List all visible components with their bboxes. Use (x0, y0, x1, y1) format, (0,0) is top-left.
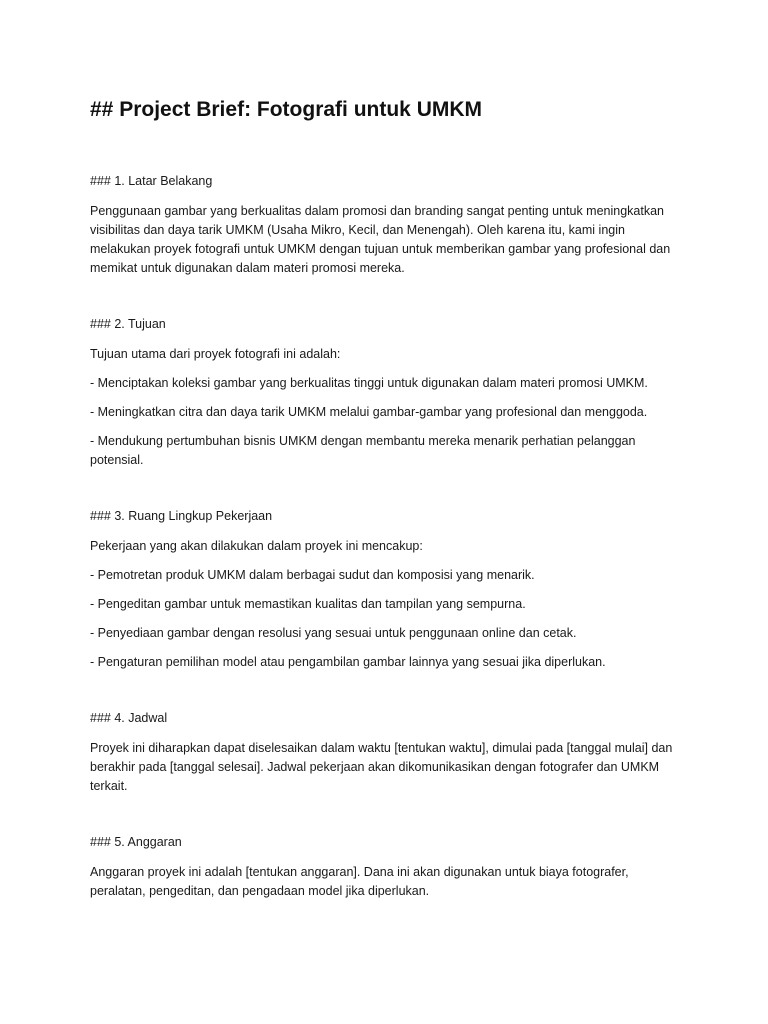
bullet-item: - Pengeditan gambar untuk memastikan kualitas dan tampilan yang sempurna. (90, 597, 526, 611)
section-tujuan (90, 315, 680, 470)
paragraph: Proyek ini diharapkan dapat diselesaikan dalam waktu [tentukan waktu], dimulai pada [tanggal mulai] dan berakhir pada [tanggal selesai]. Jadwal pekerjaan akan dikomunikasikan dengan fotografer dan UMKM terkait. (90, 741, 673, 793)
section-gap (90, 480, 680, 507)
section-gap (90, 806, 680, 833)
bullet-item: - Penyediaan gambar dengan resolusi yang sesuai untuk penggunaan online dan cetak. (90, 626, 577, 640)
paragraph: Tujuan utama dari proyek fotografi ini adalah: (90, 347, 341, 361)
page-title: ## Project Brief: Fotografi untuk UMKM (90, 98, 483, 121)
section-anggaran (90, 833, 680, 901)
section-ruang-lingkup (90, 507, 680, 672)
bullet-item: - Menciptakan koleksi gambar yang berkualitas tinggi untuk digunakan dalam materi promosi UMKM. (90, 376, 648, 390)
bullet-item: - Pemotretan produk UMKM dalam berbagai sudut dan komposisi yang menarik. (90, 568, 535, 582)
section-heading: ### 1. Latar Belakang (90, 174, 213, 188)
section-heading: ### 4. Jadwal (90, 711, 168, 725)
paragraph: Anggaran proyek ini adalah [tentukan anggaran]. Dana ini akan digunakan untuk biaya fotografer, peralatan, pengeditan, dan pengadaan model jika diperlukan. (90, 865, 629, 898)
bullet-item: - Pengaturan pemilihan model atau pengambilan gambar lainnya yang sesuai jika diperlukan. (90, 655, 606, 669)
section-latar-belakang (90, 172, 680, 278)
section-gap (90, 288, 680, 315)
section-gap (90, 682, 680, 709)
bullet-item: - Mendukung pertumbuhan bisnis UMKM dengan membantu mereka menarik perhatian pelanggan potensial. (90, 434, 636, 467)
paragraph: Pekerjaan yang akan dilakukan dalam proyek ini mencakup: (90, 539, 423, 553)
section-heading: ### 5. Anggaran (90, 835, 182, 849)
bullet-item: - Meningkatkan citra dan daya tarik UMKM melalui gambar-gambar yang profesional dan menggoda. (90, 405, 648, 419)
section-jadwal (90, 709, 680, 796)
document-page (90, 92, 680, 911)
section-heading: ### 3. Ruang Lingkup Pekerjaan (90, 509, 273, 523)
section-heading: ### 2. Tujuan (90, 317, 166, 331)
paragraph: Penggunaan gambar yang berkualitas dalam promosi dan branding sangat penting untuk meningkatkan visibilitas dan daya tarik UMKM (Usaha Mikro, Kecil, dan Menengah). Oleh karena itu, kami ingin melakukan proyek fotografi untuk UMKM dengan tujuan untuk memberikan gambar yang profesional dan memikat untuk digunakan dalam materi promosi mereka. (90, 204, 671, 275)
